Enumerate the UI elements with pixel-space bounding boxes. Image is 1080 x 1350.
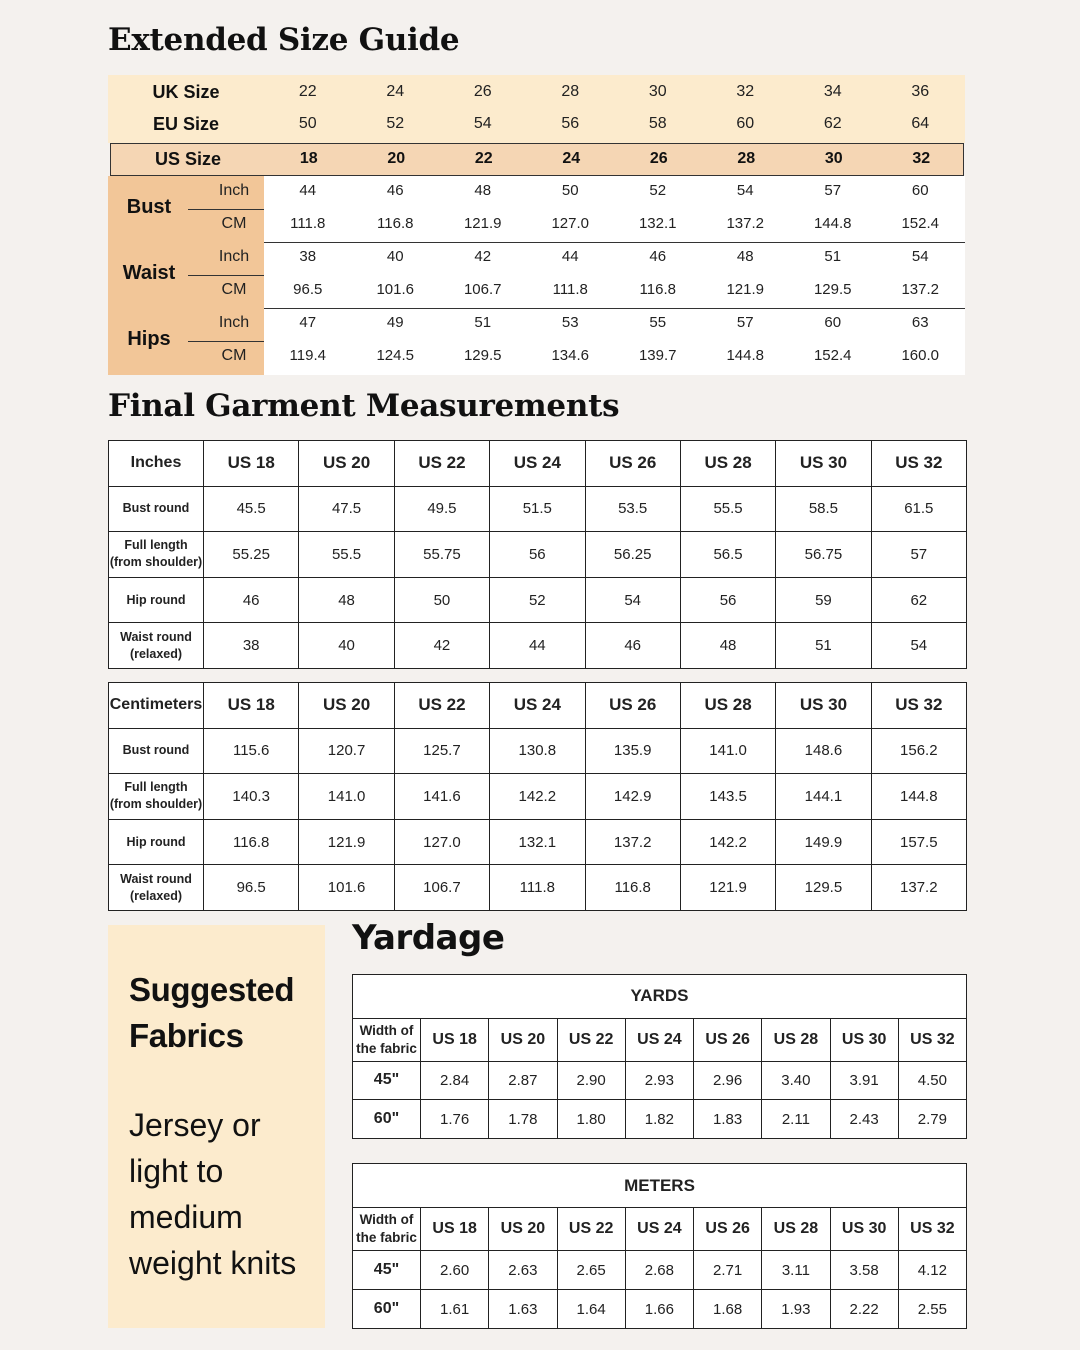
table-cell: 42 [394, 623, 489, 669]
table-cell: 1.83 [694, 1100, 762, 1139]
hips-inch-value: 51 [474, 314, 492, 331]
hips-group [108, 308, 965, 374]
waist-inch-value: 48 [736, 248, 754, 265]
row-label-line: Waist round [120, 871, 192, 886]
waist-inch-value: 51 [824, 248, 842, 265]
table-cell: 58.5 [776, 486, 871, 532]
table-caption-row [353, 975, 967, 1019]
eu-size-value: 56 [561, 115, 580, 132]
table-cell: 125.7 [394, 728, 489, 774]
table-cell: 1.82 [625, 1100, 693, 1139]
table-cell: 2.87 [489, 1061, 557, 1100]
bust-label: Bust [126, 196, 172, 218]
table-cell: 53.5 [585, 486, 680, 532]
size-header: US 26 [585, 441, 680, 487]
waist-cm-value: 96.5 [293, 281, 323, 298]
waist-label: Waist [122, 262, 176, 284]
size-header: US 28 [762, 1018, 830, 1061]
table-row [353, 1061, 967, 1100]
table-row [109, 728, 967, 774]
table-cell: 120.7 [299, 728, 394, 774]
table-cell: 111.8 [490, 865, 585, 911]
table-cell: 1.93 [762, 1290, 830, 1329]
waist-inch-value: 38 [299, 248, 317, 265]
table-cell: 56.25 [585, 532, 680, 578]
eu-size-value: 52 [386, 115, 405, 132]
fabric-width: 60" [353, 1290, 421, 1329]
row-label [109, 865, 204, 911]
us-size-value: 18 [299, 150, 318, 167]
table-cell: 54 [871, 623, 966, 669]
hips-cm-value: 139.7 [638, 347, 677, 364]
width-label-line: Width of [359, 1212, 414, 1228]
table-cell: 55.5 [680, 486, 775, 532]
meters-caption: METERS [353, 1164, 967, 1208]
table-cell: 96.5 [204, 865, 299, 911]
hips-inch-value: 47 [299, 314, 317, 331]
table-cell: 1.63 [489, 1290, 557, 1329]
us-size-value: 32 [912, 150, 931, 167]
row-label [109, 774, 204, 820]
size-header: US 18 [421, 1208, 489, 1251]
size-header: US 18 [204, 441, 299, 487]
hips-inch-value: 53 [561, 314, 579, 331]
eu-size-value: 50 [298, 115, 317, 132]
table-row [353, 1251, 967, 1290]
table-cell: 56.75 [776, 532, 871, 578]
size-header: US 20 [299, 441, 394, 487]
table-row [353, 1100, 967, 1139]
hips-cm-value: 129.5 [463, 347, 502, 364]
bust-cm-value: 111.8 [290, 215, 326, 232]
us-size-value: 26 [649, 150, 668, 167]
size-header: US 20 [489, 1208, 557, 1251]
waist-cm-value: 106.7 [463, 281, 502, 298]
table-row [109, 774, 967, 820]
table-cell: 142.9 [585, 774, 680, 820]
table-cell: 143.5 [680, 774, 775, 820]
table-cell: 1.68 [694, 1290, 762, 1329]
table-cell: 121.9 [680, 865, 775, 911]
table-cell: 44 [490, 623, 585, 669]
table-cell: 55.75 [394, 532, 489, 578]
row-label: Bust round [109, 486, 204, 532]
row-label: Hip round [109, 577, 204, 623]
bust-group [108, 176, 965, 242]
size-header: US 24 [625, 1208, 693, 1251]
row-label: Bust round [109, 728, 204, 774]
table-cell: 40 [299, 623, 394, 669]
hips-inch-value: 55 [649, 314, 667, 331]
us-size-value: 30 [824, 150, 843, 167]
table-cell: 3.40 [762, 1061, 830, 1100]
fabric-width: 45" [353, 1251, 421, 1290]
uk-size-value: 22 [298, 83, 317, 100]
table-cell: 2.65 [557, 1251, 625, 1290]
us-size-value: 22 [474, 150, 493, 167]
width-label-line: the fabric [356, 1230, 417, 1246]
table-cell: 135.9 [585, 728, 680, 774]
table-cell: 106.7 [394, 865, 489, 911]
table-cell: 141.0 [299, 774, 394, 820]
table-cell: 61.5 [871, 486, 966, 532]
table-cell: 46 [585, 623, 680, 669]
eu-size-value: 60 [736, 115, 755, 132]
table-caption-row [353, 1164, 967, 1208]
row-label-note: (from shoulder) [109, 555, 203, 570]
table-cell: 121.9 [299, 819, 394, 865]
suggested-fabrics-description: Jersey or light to medium weight knits [129, 1107, 297, 1281]
size-header: US 18 [204, 683, 299, 729]
bust-cm-value: 144.8 [813, 215, 852, 232]
table-cell: 101.6 [299, 865, 394, 911]
uk-size-value: 34 [823, 83, 842, 100]
size-header: US 32 [871, 683, 966, 729]
us-size-label: US Size [154, 149, 222, 169]
bust-inch-value: 50 [561, 182, 579, 199]
table-cell: 137.2 [871, 865, 966, 911]
table-cell: 62 [871, 577, 966, 623]
size-header: US 30 [830, 1018, 898, 1061]
bust-cm-value: 116.8 [377, 215, 414, 232]
inch-unit-label: Inch [218, 182, 250, 199]
table-header-row [109, 441, 967, 487]
waist-group [108, 242, 965, 308]
uk-size-value: 24 [386, 83, 405, 100]
table-cell: 137.2 [585, 819, 680, 865]
size-header: US 26 [694, 1208, 762, 1251]
table-cell: 141.0 [680, 728, 775, 774]
table-cell: 2.11 [762, 1100, 830, 1139]
table-cell: 132.1 [490, 819, 585, 865]
uk-size-value: 30 [648, 83, 667, 100]
bust-cm-value: 152.4 [901, 215, 940, 232]
row-label [109, 623, 204, 669]
table-cell: 127.0 [394, 819, 489, 865]
size-header: US 22 [394, 683, 489, 729]
table-cell: 2.60 [421, 1251, 489, 1290]
yards-caption: YARDS [353, 975, 967, 1019]
size-header: US 32 [898, 1208, 966, 1251]
us-size-row [110, 143, 964, 176]
garment-centimeters-table [108, 682, 967, 911]
size-header: US 20 [299, 683, 394, 729]
bust-cm-value: 132.1 [638, 215, 677, 232]
size-guide-table [108, 75, 965, 375]
size-header: US 22 [557, 1208, 625, 1251]
fabric-width: 60" [353, 1100, 421, 1139]
width-label [353, 1208, 421, 1251]
waist-cm-value: 101.6 [376, 281, 415, 298]
waist-inch-value: 42 [474, 248, 492, 265]
inch-unit-label: Inch [218, 248, 250, 265]
row-label-note: (relaxed) [129, 646, 183, 661]
uk-size-value: 36 [911, 83, 930, 100]
hips-inch-value: 57 [736, 314, 754, 331]
table-cell: 144.1 [776, 774, 871, 820]
hips-cm-value: 119.4 [289, 347, 326, 364]
table-cell: 57 [871, 532, 966, 578]
table-cell: 2.79 [898, 1100, 966, 1139]
table-cell: 56 [680, 577, 775, 623]
table-cell: 47.5 [299, 486, 394, 532]
fabric-width: 45" [353, 1061, 421, 1100]
size-header: US 26 [585, 683, 680, 729]
table-cell: 2.68 [625, 1251, 693, 1290]
table-cell: 115.6 [204, 728, 299, 774]
suggested-fabrics-card [108, 925, 325, 1328]
bust-cm-value: 121.9 [463, 215, 502, 232]
waist-inch-value: 40 [386, 248, 404, 265]
table-cell: 142.2 [490, 774, 585, 820]
size-header: US 30 [830, 1208, 898, 1251]
uk-size-value: 28 [561, 83, 580, 100]
size-header: US 28 [680, 441, 775, 487]
hips-label: Hips [127, 328, 171, 350]
size-header: US 24 [625, 1018, 693, 1061]
uk-size-value: 26 [473, 83, 492, 100]
size-header: US 22 [557, 1018, 625, 1061]
hips-inch-value: 49 [386, 314, 404, 331]
size-header: US 24 [490, 683, 585, 729]
table-cell: 3.58 [830, 1251, 898, 1290]
table-cell: 141.6 [394, 774, 489, 820]
table-cell: 38 [204, 623, 299, 669]
size-header: US 20 [489, 1018, 557, 1061]
us-size-value: 24 [562, 150, 581, 167]
table-cell: 2.71 [694, 1251, 762, 1290]
corner-label: Centimeters [109, 683, 204, 729]
table-cell: 1.66 [625, 1290, 693, 1329]
table-cell: 2.55 [898, 1290, 966, 1329]
size-header: US 32 [871, 441, 966, 487]
table-cell: 48 [680, 623, 775, 669]
garment-title: Final Garment Measurements [108, 388, 620, 424]
table-cell: 2.63 [489, 1251, 557, 1290]
hips-inch-value: 60 [824, 314, 842, 331]
table-cell: 140.3 [204, 774, 299, 820]
table-header-row [353, 1018, 967, 1061]
waist-cm-value: 116.8 [639, 281, 676, 298]
waist-cm-value: 111.8 [552, 281, 588, 298]
hips-cm-value: 152.4 [813, 347, 852, 364]
size-header: US 30 [776, 683, 871, 729]
hips-cm-value: 124.5 [376, 347, 415, 364]
table-cell: 1.78 [489, 1100, 557, 1139]
uk-size-label: UK Size [152, 82, 220, 102]
table-header-row [109, 683, 967, 729]
table-cell: 3.11 [762, 1251, 830, 1290]
eu-size-row [108, 108, 965, 140]
waist-cm-value: 137.2 [901, 281, 940, 298]
bust-inch-value: 46 [386, 182, 404, 199]
cm-unit-label: CM [221, 281, 247, 298]
waist-inch-value: 54 [911, 248, 929, 265]
table-cell: 52 [490, 577, 585, 623]
bust-inch-value: 48 [474, 182, 492, 199]
cm-unit-label: CM [221, 215, 247, 232]
table-cell: 56 [490, 532, 585, 578]
table-cell: 46 [204, 577, 299, 623]
table-row [109, 577, 967, 623]
size-header: US 28 [762, 1208, 830, 1251]
hips-cm-value: 160.0 [901, 347, 940, 364]
table-cell: 130.8 [490, 728, 585, 774]
table-cell: 157.5 [871, 819, 966, 865]
cm-unit-label: CM [221, 347, 247, 364]
table-cell: 1.64 [557, 1290, 625, 1329]
table-cell: 3.91 [830, 1061, 898, 1100]
inch-unit-label: Inch [218, 314, 250, 331]
width-label [353, 1018, 421, 1061]
row-label-line: Waist round [120, 629, 192, 644]
width-label-line: Width of [359, 1022, 414, 1038]
size-header: US 30 [776, 441, 871, 487]
table-cell: 50 [394, 577, 489, 623]
waist-inch-value: 44 [561, 248, 579, 265]
table-cell: 129.5 [776, 865, 871, 911]
table-cell: 148.6 [776, 728, 871, 774]
size-header: US 28 [680, 683, 775, 729]
table-cell: 56.5 [680, 532, 775, 578]
eu-size-label: EU Size [152, 114, 220, 134]
table-cell: 54 [585, 577, 680, 623]
table-row [109, 623, 967, 669]
table-cell: 2.84 [421, 1061, 489, 1100]
table-cell: 149.9 [776, 819, 871, 865]
table-cell: 51 [776, 623, 871, 669]
uk-size-row [108, 76, 965, 108]
table-cell: 48 [299, 577, 394, 623]
table-cell: 1.76 [421, 1100, 489, 1139]
garment-inches-table [108, 440, 967, 669]
row-label-note: (relaxed) [129, 888, 183, 903]
corner-label: Inches [109, 441, 204, 487]
table-cell: 144.8 [871, 774, 966, 820]
table-cell: 45.5 [204, 486, 299, 532]
table-cell: 4.50 [898, 1061, 966, 1100]
hips-cm-value: 144.8 [726, 347, 765, 364]
bust-cm-value: 127.0 [551, 215, 590, 232]
eu-size-value: 54 [473, 115, 492, 132]
size-header: US 18 [421, 1018, 489, 1061]
table-cell: 2.90 [557, 1061, 625, 1100]
size-header: US 22 [394, 441, 489, 487]
suggested-fabrics-title: Suggested Fabrics [129, 971, 295, 1054]
table-row [353, 1290, 967, 1329]
us-size-value: 28 [737, 150, 756, 167]
table-cell: 4.12 [898, 1251, 966, 1290]
uk-size-value: 32 [736, 83, 755, 100]
table-cell: 49.5 [394, 486, 489, 532]
bust-inch-value: 57 [824, 182, 842, 199]
table-row [109, 819, 967, 865]
size-header: US 26 [694, 1018, 762, 1061]
yardage-title: Yardage [352, 918, 505, 958]
table-row [109, 486, 967, 532]
table-row [109, 865, 967, 911]
waist-cm-value: 129.5 [813, 281, 852, 298]
yardage-meters-table [352, 1163, 967, 1329]
waist-cm-value: 121.9 [726, 281, 765, 298]
us-size-value: 20 [387, 150, 406, 167]
bust-inch-value: 44 [299, 182, 317, 199]
eu-size-value: 62 [823, 115, 842, 132]
table-cell: 51.5 [490, 486, 585, 532]
table-cell: 116.8 [204, 819, 299, 865]
row-label-line: Full length [124, 538, 188, 553]
width-label-line: the fabric [356, 1040, 417, 1056]
bust-cm-value: 137.2 [726, 215, 765, 232]
size-header: US 24 [490, 441, 585, 487]
table-cell: 116.8 [585, 865, 680, 911]
table-cell: 55.5 [299, 532, 394, 578]
size-header: US 32 [898, 1018, 966, 1061]
table-cell: 59 [776, 577, 871, 623]
table-cell: 2.96 [694, 1061, 762, 1100]
table-cell: 1.80 [557, 1100, 625, 1139]
row-label-line: Full length [124, 780, 188, 795]
table-cell: 2.93 [625, 1061, 693, 1100]
row-label-note: (from shoulder) [109, 797, 203, 812]
bust-inch-value: 60 [911, 182, 929, 199]
bust-inch-value: 52 [649, 182, 667, 199]
hips-inch-value: 63 [911, 314, 929, 331]
eu-size-value: 58 [648, 115, 667, 132]
hips-cm-value: 134.6 [551, 347, 590, 364]
row-label [109, 532, 204, 578]
bust-inch-value: 54 [736, 182, 754, 199]
table-cell: 2.22 [830, 1290, 898, 1329]
eu-size-value: 64 [911, 115, 930, 132]
size-guide-title: Extended Size Guide [108, 22, 460, 58]
table-cell: 2.43 [830, 1100, 898, 1139]
table-cell: 142.2 [680, 819, 775, 865]
table-cell: 1.61 [421, 1290, 489, 1329]
table-cell: 55.25 [204, 532, 299, 578]
table-row [109, 532, 967, 578]
table-header-row [353, 1208, 967, 1251]
table-cell: 156.2 [871, 728, 966, 774]
waist-inch-value: 46 [649, 248, 667, 265]
yardage-yards-table [352, 974, 967, 1139]
row-label: Hip round [109, 819, 204, 865]
